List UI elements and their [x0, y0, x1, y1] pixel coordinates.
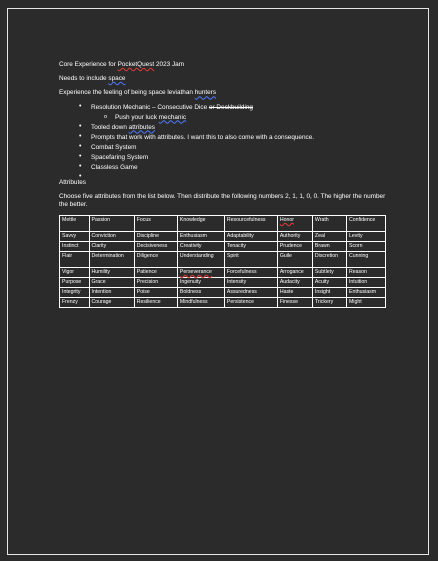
table-cell: Ingenuity	[177, 277, 224, 287]
title-text: Core Experience for	[59, 61, 118, 68]
table-cell: Clarity	[89, 241, 134, 251]
table-cell: Resilience	[134, 297, 177, 307]
table-cell: Poise	[134, 287, 177, 297]
table-cell: Audacity	[277, 277, 312, 287]
table-cell: Frenzy	[60, 297, 90, 307]
table-cell: Diligence	[134, 251, 177, 267]
experience-text: Experience the feeling of being space leviathan	[59, 89, 195, 97]
table-cell: Persistence	[224, 297, 277, 307]
table-cell: Levity	[346, 231, 385, 241]
table-cell: Prudence	[277, 241, 312, 251]
list-subitem-push-luck	[59, 114, 399, 122]
doc-title	[59, 61, 399, 69]
list-item-classless: • Classless Game	[59, 164, 399, 172]
table-cell: Grace	[89, 277, 134, 287]
table-row	[60, 215, 386, 231]
table-cell: Spirit	[224, 251, 277, 267]
table-row	[60, 267, 386, 277]
feature-list	[59, 104, 399, 172]
table-cell: Instinct	[60, 241, 90, 251]
table-cell: Vigor	[60, 267, 90, 277]
attributes-table	[59, 215, 386, 308]
table-cell: Resourcefulness	[224, 215, 277, 231]
table-cell: Subtlety	[312, 267, 346, 277]
table-cell: Arrogance	[277, 267, 312, 277]
document-content	[59, 61, 399, 308]
table-cell: Knowledge	[177, 215, 224, 231]
needs-line	[59, 75, 399, 83]
table-cell: Assuredness	[224, 287, 277, 297]
table-cell: Haste	[277, 287, 312, 297]
table-cell: Intensity	[224, 277, 277, 287]
table-cell: Tenacity	[224, 241, 277, 251]
table-cell: Patience	[134, 267, 177, 277]
table-cell: Honor	[277, 215, 312, 231]
table-cell: Integrity	[60, 287, 90, 297]
table-cell: Acuity	[312, 277, 346, 287]
table-row	[60, 287, 386, 297]
experience-flagged-word: hunters	[194, 89, 217, 97]
table-row	[60, 297, 386, 307]
resolution-text: Resolution Mechanic – Consecutive Dice	[91, 103, 209, 111]
list-item-combat: • Combat System	[59, 144, 399, 152]
table-cell: Mettle	[60, 215, 90, 231]
tooled-text: Tooled down	[91, 123, 129, 131]
needs-text: Needs to include	[59, 75, 109, 83]
table-cell: Savvy	[60, 231, 90, 241]
list-item-spacefaring: • Spacefaring System	[59, 154, 399, 162]
table-cell: Intuition	[346, 277, 385, 287]
table-cell: Adaptability	[224, 231, 277, 241]
table-cell: Conviction	[89, 231, 134, 241]
table-cell: Flair	[60, 251, 90, 267]
table-row	[60, 231, 386, 241]
table-row	[60, 251, 386, 267]
table-cell: Understanding	[177, 251, 224, 267]
table-cell: Discretion	[312, 251, 346, 267]
table-cell: Precision	[134, 277, 177, 287]
table-cell: Forcefulness	[224, 267, 277, 277]
table-cell: Mindfulness	[177, 297, 224, 307]
table-cell: Confidence	[346, 215, 385, 231]
list-item-prompts: • Prompts that work with attributes. I want this to also come with a consequence.	[59, 134, 399, 142]
tooled-flagged-word: attributes	[128, 123, 155, 131]
attributes-paragraph: Choose five attributes from the list below. Then distribute the following numbers 2, 1, 1, 0, 0. The higher the number the better.	[59, 192, 386, 208]
table-cell: Focus	[134, 215, 177, 231]
table-cell: Creativity	[177, 241, 224, 251]
table-cell: Cunning	[346, 251, 385, 267]
table-cell: Zeal	[312, 231, 346, 241]
table-cell: Wrath	[312, 215, 346, 231]
table-cell: Insight	[312, 287, 346, 297]
table-cell: Authority	[277, 231, 312, 241]
push-flagged-word: mechanic	[158, 113, 187, 121]
table-cell: Finesse	[277, 297, 312, 307]
table-cell: Scorn	[346, 241, 385, 251]
table-cell: Passion	[89, 215, 134, 231]
table-cell: Brawn	[312, 241, 346, 251]
list-item-tooled	[59, 124, 399, 132]
table-row	[60, 277, 386, 287]
table-cell: Humility	[89, 267, 134, 277]
table-row	[60, 241, 386, 251]
attributes-heading: Attributes	[59, 178, 86, 186]
experience-line	[59, 89, 399, 97]
table-cell: Might	[346, 297, 385, 307]
table-cell: Purpose	[60, 277, 90, 287]
table-cell: Enthusiasm	[346, 287, 385, 297]
table-cell: Intention	[89, 287, 134, 297]
table-cell: Courage	[89, 297, 134, 307]
table-cell: Perseverance	[177, 267, 224, 277]
table-cell: Reason	[346, 267, 385, 277]
attributes-table-body	[60, 215, 386, 307]
title-misspelled-word: PocketQuest	[117, 61, 155, 68]
table-cell: Boldness	[177, 287, 224, 297]
needs-flagged-word: space	[108, 75, 126, 83]
table-cell: Trickery	[312, 297, 346, 307]
table-cell: Determination	[89, 251, 134, 267]
resolution-struck-text: or Deckbuilding	[208, 103, 253, 111]
table-cell: Guile	[277, 251, 312, 267]
push-text: Push your luck	[115, 113, 159, 121]
table-cell: Discipline	[134, 231, 177, 241]
table-cell: Decisiveness	[134, 241, 177, 251]
list-item-resolution	[59, 104, 399, 112]
table-cell: Enthusiasm	[177, 231, 224, 241]
title-text-end: 2023 Jam	[154, 61, 185, 68]
document-page	[7, 8, 429, 555]
